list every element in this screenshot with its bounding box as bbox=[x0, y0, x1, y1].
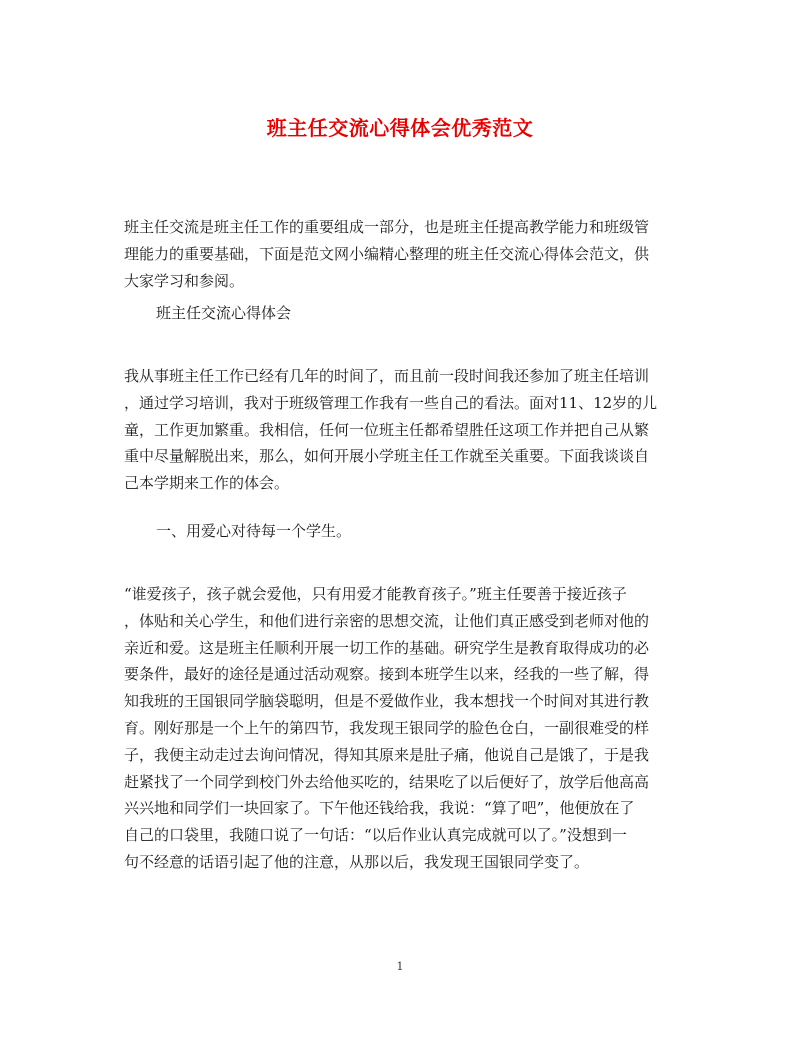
paragraph-line: 自己的口袋里，我随口说了一句话：“以后作业认真完成就可以了。”没想到一 bbox=[124, 826, 627, 845]
paragraph-line: 童，工作更加繁重。我相信，任何一位班主任都希望胜任这项工作并把自己从繁 bbox=[124, 420, 650, 439]
paragraph-line: 兴兴地和同学们一块回家了。下午他还钱给我，我说：“算了吧”，他便放在了 bbox=[124, 799, 635, 818]
paragraph-line: 赶紧找了一个同学到校门外去给他买吃的，结果吃了以后便好了，放学后他高高 bbox=[124, 772, 650, 791]
paragraph-line: 我从事班主任工作已经有几年的时间了，而且前一段时间我还参加了班主任培训 bbox=[124, 367, 650, 385]
section-heading: 班主任交流心得体会 bbox=[156, 304, 292, 322]
paragraph-line: 知我班的王国银同学脑袋聪明，但是不爱做作业，我本想找一个时间对其进行教 bbox=[124, 692, 650, 711]
paragraph-line: “谁爱孩子，孩子就会爱他，只有用爱才能教育孩子。”班主任要善于接近孩子 bbox=[124, 585, 627, 603]
paragraph-line: ，通过学习培训，我对于班级管理工作我有一些自己的看法。面对11、12岁的儿 bbox=[124, 393, 658, 412]
body-paragraph-3 bbox=[124, 581, 680, 876]
intro-line: 班主任交流是班主任工作的重要组成一部分，也是班主任提高教学能力和班级管 bbox=[124, 218, 650, 236]
paragraph-line: 句不经意的话语引起了他的注意，从那以后，我发现王国银同学变了。 bbox=[124, 852, 590, 871]
paragraph-line: 子，我便主动走过去询问情况，得知其原来是肚子痛，他说自己是饿了，于是我 bbox=[124, 745, 650, 764]
paragraph-line: 己本学期来工作的体会。 bbox=[124, 474, 290, 493]
paragraph-line: 亲近和爱。这是班主任顺利开展一切工作的基础。研究学生是教育取得成功的必 bbox=[124, 638, 650, 657]
body-paragraph-2 bbox=[124, 363, 680, 497]
intro-line: 大家学习和参阅。 bbox=[124, 271, 245, 290]
intro-line: 理能力的重要基础，下面是范文网小编精心整理的班主任交流心得体会范文，供 bbox=[124, 244, 650, 263]
document-title: 班主任交流心得体会优秀范文 bbox=[266, 116, 534, 140]
intro-paragraph bbox=[124, 214, 680, 294]
paragraph-line: 重中尽量解脱出来，那么，如何开展小学班主任工作就至关重要。下面我谈谈自 bbox=[124, 447, 650, 466]
paragraph-line: 育。刚好那是一个上午的第四节，我发现王银同学的脸色仓白，一副很难受的样 bbox=[124, 718, 650, 737]
subheading-1: 一、用爱心对待每一个学生。 bbox=[156, 522, 352, 540]
paragraph-line: 要条件，最好的途径是通过活动观察。接到本班学生以来，经我的一些了解，得 bbox=[124, 665, 650, 684]
paragraph-line: ，体贴和关心学生，和他们进行亲密的思想交流，让他们真正感受到老师对他的 bbox=[124, 611, 650, 630]
page-number: 1 bbox=[396, 960, 404, 973]
